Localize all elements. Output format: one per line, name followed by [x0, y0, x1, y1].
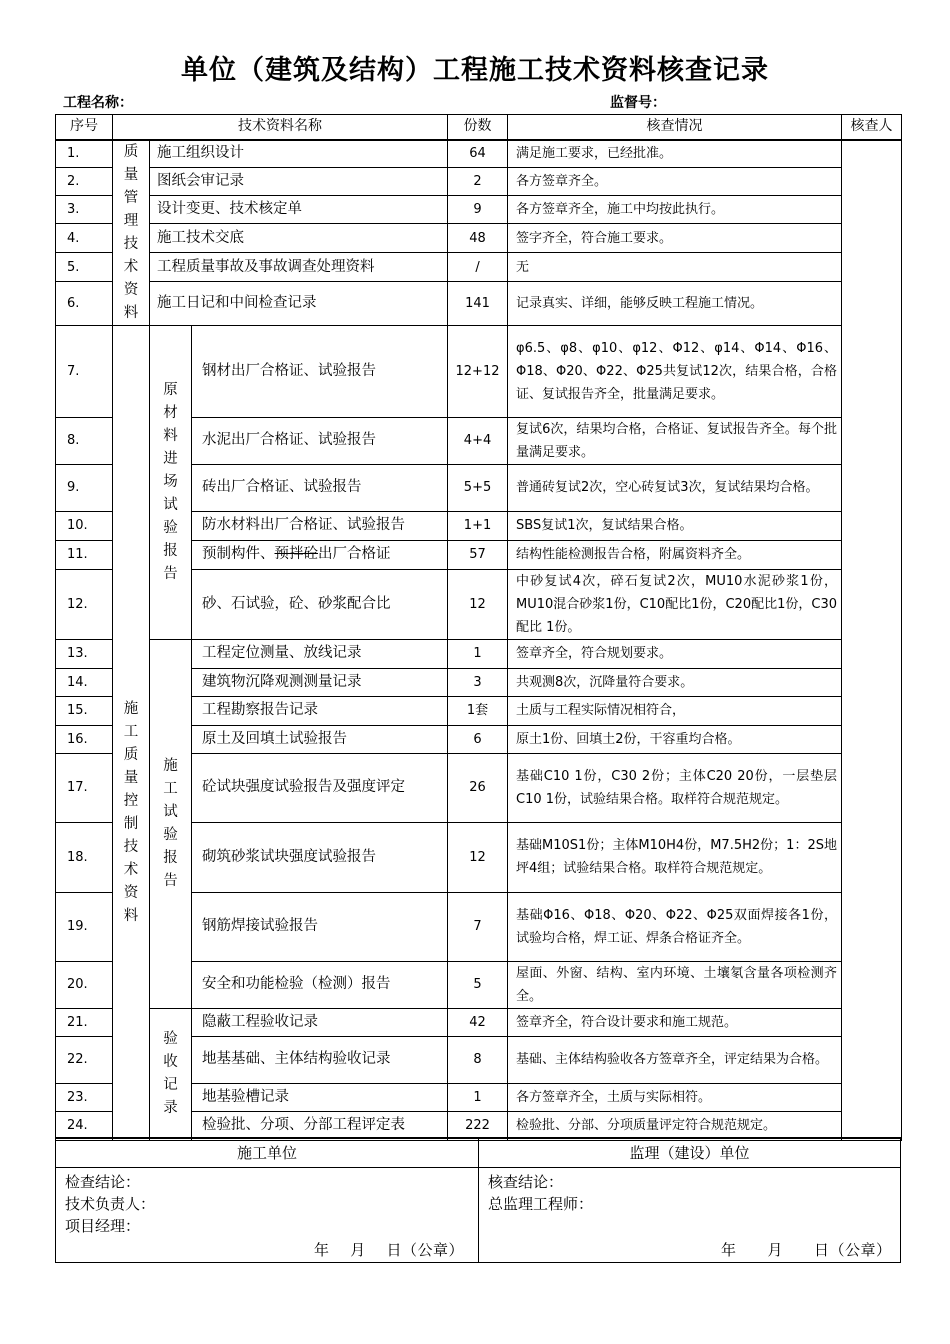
- row-name: 隐蔽工程验收记录: [192, 1008, 448, 1036]
- table-row: [56, 253, 902, 282]
- supervision-no-label: 监督号：: [610, 95, 666, 111]
- row-status: 基础C10 1份，C30 2份；主体C20 20份，一层垫层C10 1份，试验结果合格。取样符合规范规定。: [508, 753, 842, 822]
- table-row: [56, 196, 902, 224]
- row-count: 3: [448, 668, 508, 696]
- records-table: [55, 114, 902, 1141]
- header-name: 技术资料名称: [113, 115, 448, 140]
- row-status: 签字齐全，符合施工要求。: [508, 224, 842, 253]
- header-checker: 核查人: [842, 115, 902, 140]
- row-name: 检验批、分项、分部工程评定表: [192, 1111, 448, 1140]
- row-name: 施工日记和中间检查记录: [150, 282, 448, 325]
- row-count: 12+12: [448, 325, 508, 417]
- row-status: 基础Φ16、Φ18、Φ20、Φ22、Φ25双面焊接各1份，试验均合格，焊工证、焊条合格证齐全。: [508, 892, 842, 961]
- row-name: 地基验槽记录: [192, 1083, 448, 1111]
- row-status: 普通砖复试2次，空心砖复试3次，复试结果均合格。: [508, 464, 842, 511]
- row-count: 1: [448, 1083, 508, 1111]
- row-name: 地基基础、主体结构验收记录: [192, 1036, 448, 1083]
- construction-unit-header: 施工单位: [56, 1139, 479, 1167]
- table-row: [56, 282, 902, 325]
- row-count: 4+4: [448, 417, 508, 464]
- row-name: 设计变更、技术核定单: [150, 196, 448, 224]
- row-no: 7.: [56, 325, 113, 417]
- row-no: 24.: [56, 1111, 113, 1140]
- row-count: 42: [448, 1008, 508, 1036]
- row-status: 无: [508, 253, 842, 282]
- row-no: 8.: [56, 417, 113, 464]
- row-no: 14.: [56, 668, 113, 696]
- row-count: 5: [448, 961, 508, 1008]
- row-status: 基础、主体结构验收各方签章齐全，评定结果为合格。: [508, 1036, 842, 1083]
- row-no: 12.: [56, 569, 113, 639]
- table-header: [56, 115, 902, 140]
- row-name: 工程勘察报告记录: [192, 696, 448, 725]
- row-status: 基础M10S1份；主体M10H4份，M7.5H2份；1：2S地坪4组；试验结果合格。取样符合规范规定。: [508, 822, 842, 892]
- header-status: 核查情况: [508, 115, 842, 140]
- row-name: 原土及回填土试验报告: [192, 725, 448, 753]
- review-conclusion-label: 核查结论：: [488, 1173, 564, 1191]
- row-no: 17.: [56, 753, 113, 822]
- row-no: 19.: [56, 892, 113, 961]
- supervision-date-seal: 年 月 日（公章）: [721, 1241, 892, 1259]
- project-name-label: 工程名称：: [63, 95, 133, 111]
- tech-lead-label: 技术负责人：: [65, 1195, 156, 1213]
- row-no: 3.: [56, 196, 113, 224]
- row-status: 各方签章齐全，土质与实际相符。: [508, 1083, 842, 1111]
- row-name: 图纸会审记录: [150, 168, 448, 196]
- row-no: 1.: [56, 140, 113, 168]
- row-status: 各方签章齐全。: [508, 168, 842, 196]
- row-status: SBS复试1次，复试结果合格。: [508, 511, 842, 540]
- table-row: [56, 1008, 902, 1036]
- table-row: [56, 224, 902, 253]
- row-name: 安全和功能检验（检测）报告: [192, 961, 448, 1008]
- header-count: 份数: [448, 115, 508, 140]
- category-construction-test: 施工试验报告: [150, 639, 192, 1008]
- struck-text: 预拌砼: [274, 546, 318, 562]
- row-count: 2: [448, 168, 508, 196]
- row-no: 23.: [56, 1083, 113, 1111]
- row-name: 施工组织设计: [150, 140, 448, 168]
- row-count: /: [448, 253, 508, 282]
- row-name: 砂、石试验，砼、砂浆配合比: [192, 569, 448, 639]
- table-row: [56, 639, 902, 668]
- row-no: 5.: [56, 253, 113, 282]
- row-name: 防水材料出厂合格证、试验报告: [192, 511, 448, 540]
- row-status: 签章齐全，符合规划要求。: [508, 639, 842, 668]
- row-no: 18.: [56, 822, 113, 892]
- row-status: 屋面、外窗、结构、室内环境、土壤氡含量各项检测齐全。: [508, 961, 842, 1008]
- category-acceptance: 验收记录: [150, 1008, 192, 1140]
- category-construction-quality: 施工质量控制技术资料: [113, 325, 150, 1140]
- category-quality-mgmt: 质量管理技术资料: [113, 140, 150, 326]
- row-name: 工程质量事故及事故调查处理资料: [150, 253, 448, 282]
- row-name: 砖出厂合格证、试验报告: [192, 464, 448, 511]
- row-status: 中砂复试4次，碎石复试2次，MU10水泥砂浆1份，MU10混合砂浆1份，C10配比1份，C20配比1份，C30配比 1份。: [508, 569, 842, 639]
- row-no: 4.: [56, 224, 113, 253]
- row-no: 11.: [56, 540, 113, 569]
- supervision-unit-panel: [479, 1168, 900, 1262]
- row-status: 检验批、分部、分项质量评定符合规范规定。: [508, 1111, 842, 1140]
- row-count: 26: [448, 753, 508, 822]
- construction-date-seal: 年 月 日（公章）: [314, 1241, 465, 1259]
- row-no: 15.: [56, 696, 113, 725]
- row-name: 钢材出厂合格证、试验报告: [192, 325, 448, 417]
- row-no: 16.: [56, 725, 113, 753]
- supervision-unit-header: 监理（建设）单位: [629, 1144, 750, 1162]
- row-name: 砌筑砂浆试块强度试验报告: [192, 822, 448, 892]
- row-count: 9: [448, 196, 508, 224]
- row-status: φ6.5、φ8、φ10、φ12、Φ12、φ14、Φ14、Φ16、Φ18、Φ20、Φ22、Φ25共复试12次，结果合格，合格证、复试报告齐全，批量满足要求。: [508, 325, 842, 417]
- row-count: 57: [448, 540, 508, 569]
- row-status: 土质与工程实际情况相符合，: [508, 696, 842, 725]
- row-name: 水泥出厂合格证、试验报告: [192, 417, 448, 464]
- row-count: 222: [448, 1111, 508, 1140]
- row-name: 预制构件、预拌砼出厂合格证: [192, 540, 448, 569]
- row-no: 20.: [56, 961, 113, 1008]
- row-name: 施工技术交底: [150, 224, 448, 253]
- row-count: 5+5: [448, 464, 508, 511]
- project-manager-label: 项目经理：: [65, 1217, 141, 1235]
- header-no: 序号: [56, 115, 113, 140]
- row-no: 21.: [56, 1008, 113, 1036]
- row-count: 64: [448, 140, 508, 168]
- row-count: 6: [448, 725, 508, 753]
- row-no: 2.: [56, 168, 113, 196]
- row-count: 12: [448, 822, 508, 892]
- row-count: 12: [448, 569, 508, 639]
- row-count: 1: [448, 639, 508, 668]
- table-row: [56, 168, 902, 196]
- check-conclusion-label: 检查结论：: [65, 1173, 141, 1191]
- row-status: 结构性能检测报告合格，附属资料齐全。: [508, 540, 842, 569]
- row-status: 记录真实、详细，能够反映工程施工情况。: [508, 282, 842, 325]
- row-status: 满足施工要求，已经批准。: [508, 140, 842, 168]
- table-row: [56, 325, 902, 417]
- row-no: 22.: [56, 1036, 113, 1083]
- row-count: 8: [448, 1036, 508, 1083]
- row-count: 1+1: [448, 511, 508, 540]
- row-no: 13.: [56, 639, 113, 668]
- row-status: 各方签章齐全，施工中均按此执行。: [508, 196, 842, 224]
- row-name: 钢筋焊接试验报告: [192, 892, 448, 961]
- row-status: 原土1份、回填土2份，干容重均合格。: [508, 725, 842, 753]
- category-raw-material: 原材料进场试验报告: [150, 325, 192, 639]
- row-status: 共观测8次，沉降量符合要求。: [508, 668, 842, 696]
- footer-body: [55, 1167, 901, 1263]
- row-no: 9.: [56, 464, 113, 511]
- page-title: 单位（建筑及结构）工程施工技术资料核查记录: [181, 55, 769, 86]
- row-status: 签章齐全，符合设计要求和施工规范。: [508, 1008, 842, 1036]
- row-no: 6.: [56, 282, 113, 325]
- row-name: 建筑物沉降观测测量记录: [192, 668, 448, 696]
- row-name: 砼试块强度试验报告及强度评定: [192, 753, 448, 822]
- row-count: 141: [448, 282, 508, 325]
- row-count: 7: [448, 892, 508, 961]
- footer-header: [55, 1137, 901, 1168]
- table-row: [56, 140, 902, 168]
- row-count: 48: [448, 224, 508, 253]
- chief-engineer-label: 总监理工程师：: [488, 1195, 594, 1213]
- row-status: 复试6次，结果均合格，合格证、复试报告齐全。每个批量满足要求。: [508, 417, 842, 464]
- row-count: 1套: [448, 696, 508, 725]
- row-no: 10.: [56, 511, 113, 540]
- checker-cell: [842, 140, 902, 1141]
- row-name: 工程定位测量、放线记录: [192, 639, 448, 668]
- construction-unit-panel: [56, 1168, 479, 1262]
